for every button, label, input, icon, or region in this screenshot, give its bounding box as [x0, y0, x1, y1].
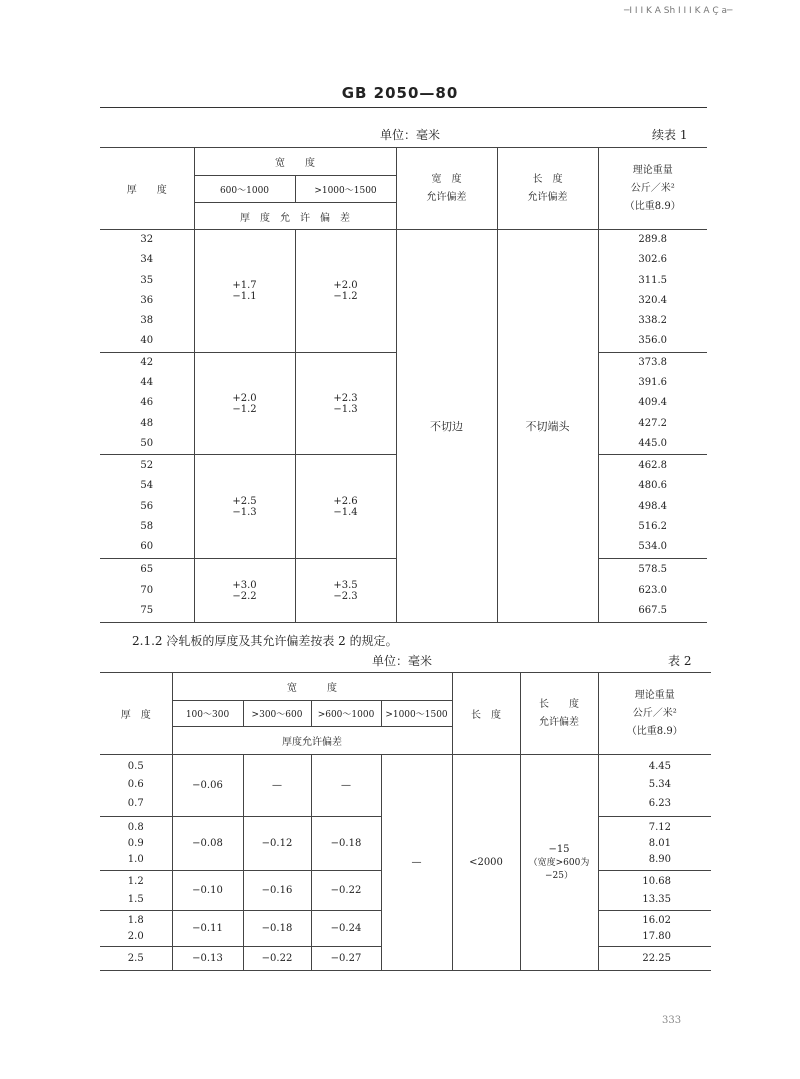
- t1-thickness: 52: [140, 460, 154, 472]
- t2-thickness: 1.0: [127, 853, 144, 865]
- t1-thickness: 44: [140, 377, 154, 389]
- t2-thickness: 0.8: [127, 821, 144, 833]
- t2-head-length-dev: 长 度 允许偏差: [520, 673, 598, 755]
- table1-row-group: [100, 230, 707, 353]
- t1-thickness: 38: [140, 315, 154, 327]
- t1-weight: 289.8: [638, 234, 667, 245]
- t2-thickness: 2.0: [127, 930, 144, 942]
- table1: [100, 147, 707, 623]
- t2-thickness: 0.9: [127, 837, 144, 849]
- t2-length-value: <2000: [452, 755, 520, 971]
- t2-thickness-tolerance: −0.27: [311, 947, 381, 971]
- t2-weight: 7.12: [648, 821, 671, 833]
- t1-thickness-list: [100, 352, 194, 454]
- t2-weight: 16.02: [642, 914, 671, 926]
- t2-head-width-sub4: >1000～1500: [381, 701, 452, 727]
- t1-head-width-sub2: >1000～1500: [295, 176, 396, 203]
- t1-weight: 320.4: [638, 294, 667, 306]
- t1-thickness: 70: [140, 584, 154, 596]
- t2-head-thickness: 厚 度: [100, 673, 172, 755]
- t1-thickness-tolerance: +3.5 −2.3: [295, 559, 396, 623]
- t2-head-width-sub1: 100～300: [172, 701, 243, 727]
- t1-thickness-list: [100, 559, 194, 623]
- t2-thickness-tolerance: —: [311, 755, 381, 817]
- table2-row-group: [100, 755, 711, 817]
- t2-thickness-list: [100, 817, 172, 871]
- t1-weight-list: [598, 230, 707, 353]
- header-rule: [100, 107, 707, 108]
- t2-thickness-tolerance: −0.18: [243, 911, 311, 947]
- t1-thickness-tolerance: +2.3 −1.3: [295, 352, 396, 454]
- t2-weight: 22.25: [642, 952, 671, 964]
- t1-thickness-list: [100, 455, 194, 559]
- t2-head-width-sub2: >300～600: [243, 701, 311, 727]
- t1-weight-list: [598, 559, 707, 623]
- t1-head-width: 宽 度: [194, 148, 396, 176]
- t2-thickness: 1.5: [127, 893, 144, 905]
- t2-thickness-tolerance: −0.18: [311, 817, 381, 871]
- t2-head-width-sub3: >600～1000: [311, 701, 381, 727]
- t2-head-tolerance: 厚度允许偏差: [172, 727, 452, 755]
- t2-weight: 10.68: [642, 875, 671, 887]
- t1-weight: 338.2: [638, 315, 667, 327]
- t2-weight-list: [598, 871, 711, 911]
- t2-thickness: 0.7: [127, 797, 144, 809]
- corner-watermark: ─I I I K A Sh I I I K A Ç a─: [624, 6, 733, 16]
- t1-weight: 409.4: [638, 397, 667, 409]
- t1-thickness-list: [100, 230, 194, 353]
- t2-thickness-list: [100, 911, 172, 947]
- t2-thickness-tolerance: −0.24: [311, 911, 381, 947]
- t1-weight: 498.4: [638, 500, 667, 512]
- t1-head-thickness: 厚 度: [100, 148, 194, 230]
- t2-thickness-list: [100, 871, 172, 911]
- page-number: 333: [662, 1015, 682, 1026]
- t1-thickness: 46: [140, 397, 154, 409]
- t1-weight: 311.5: [638, 274, 667, 286]
- t1-weight: 516.2: [638, 520, 667, 532]
- t2-thickness: 2.5: [127, 952, 144, 964]
- t1-thickness: 65: [140, 564, 154, 576]
- t2-thickness: 0.5: [127, 760, 144, 772]
- t2-thickness-tolerance: −0.10: [172, 871, 243, 911]
- t1-thickness-tolerance: +1.7 −1.1: [194, 230, 295, 353]
- t1-head-width-dev: 宽 度 允许偏差: [396, 148, 497, 230]
- t2-thickness-tolerance: −0.08: [172, 817, 243, 871]
- t1-head-tolerance: 厚 度 允 许 偏 差: [194, 203, 396, 230]
- table1-unit: 单位：毫米: [380, 128, 441, 142]
- t1-weight: 480.6: [638, 480, 667, 492]
- t1-thickness: 48: [140, 417, 154, 429]
- t1-thickness-tolerance: +2.6 −1.4: [295, 455, 396, 559]
- t2-thickness-list: [100, 947, 172, 971]
- t1-weight: 667.5: [638, 604, 667, 616]
- t2-thickness-tolerance: −0.16: [243, 871, 311, 911]
- t2-weight: 8.01: [648, 837, 671, 849]
- t1-weight: 578.5: [638, 564, 667, 576]
- t1-weight: 462.8: [638, 460, 667, 472]
- t2-weight: 17.80: [642, 930, 671, 942]
- t1-thickness: 35: [140, 274, 154, 286]
- t1-weight-list: [598, 455, 707, 559]
- t1-thickness: 36: [140, 294, 154, 306]
- t2-weight: 5.34: [648, 779, 671, 791]
- t1-thickness: 32: [140, 234, 154, 245]
- t2-thickness-list: [100, 755, 172, 817]
- t1-head-weight: 理论重量 公斤／米² （比重8.9）: [598, 148, 707, 230]
- t2-weight: 6.23: [648, 797, 671, 809]
- t1-weight-list: [598, 352, 707, 454]
- t1-weight: 534.0: [638, 541, 667, 553]
- t2-weight-list: [598, 817, 711, 871]
- t2-thickness-tolerance: —: [243, 755, 311, 817]
- t2-col4-value: —: [381, 755, 452, 971]
- t1-length-dev-value: 不切端头: [497, 230, 598, 623]
- table2: [100, 672, 711, 971]
- t2-weight-list: [598, 755, 711, 817]
- t2-thickness-tolerance: −0.06: [172, 755, 243, 817]
- t1-weight: 445.0: [638, 437, 667, 449]
- t1-thickness: 50: [140, 437, 154, 449]
- t1-thickness: 34: [140, 254, 154, 266]
- t1-head-width-sub1: 600～1000: [194, 176, 295, 203]
- t1-thickness: 40: [140, 335, 154, 347]
- t1-weight: 356.0: [638, 335, 667, 347]
- t1-weight: 427.2: [638, 417, 667, 429]
- t2-weight: 13.35: [642, 893, 671, 905]
- t2-head-length: 长 度: [452, 673, 520, 755]
- t1-thickness: 54: [140, 480, 154, 492]
- t1-weight: 373.8: [638, 356, 667, 368]
- table2-unit: 单位：毫米: [372, 654, 433, 668]
- t2-weight: 8.90: [648, 853, 671, 865]
- t2-length-dev-value: −15 （宽度>600为−25）: [520, 755, 598, 971]
- t2-thickness: 1.8: [127, 914, 144, 926]
- t1-thickness-tolerance: +2.0 −1.2: [295, 230, 396, 353]
- paragraph-2-1-2: 2.1.2 冷轧板的厚度及其允许偏差按表 2 的规定。: [132, 634, 398, 648]
- table1-caption: 续表 1: [652, 128, 688, 142]
- t1-thickness: 58: [140, 520, 154, 532]
- t1-thickness: 42: [140, 356, 154, 368]
- t2-thickness: 1.2: [127, 875, 144, 887]
- t2-thickness-tolerance: −0.12: [243, 817, 311, 871]
- t2-weight-list: [598, 911, 711, 947]
- t2-head-width: 宽 度: [172, 673, 452, 701]
- t2-thickness: 0.6: [127, 779, 144, 791]
- t1-weight: 623.0: [638, 584, 667, 596]
- t1-head-length-dev: 长 度 允许偏差: [497, 148, 598, 230]
- t1-weight: 302.6: [638, 254, 667, 266]
- table2-caption: 表 2: [668, 654, 692, 668]
- t1-thickness-tolerance: +2.0 −1.2: [194, 352, 295, 454]
- t1-thickness: 56: [140, 500, 154, 512]
- t2-thickness-tolerance: −0.22: [311, 871, 381, 911]
- t1-width-dev-value: 不切边: [396, 230, 497, 623]
- t1-weight: 391.6: [638, 377, 667, 389]
- t1-thickness-tolerance: +3.0 −2.2: [194, 559, 295, 623]
- t1-thickness-tolerance: +2.5 −1.3: [194, 455, 295, 559]
- t1-thickness: 60: [140, 541, 154, 553]
- t2-weight: 4.45: [648, 760, 671, 772]
- t2-weight-list: [598, 947, 711, 971]
- t2-thickness-tolerance: −0.22: [243, 947, 311, 971]
- t2-thickness-tolerance: −0.13: [172, 947, 243, 971]
- t1-thickness: 75: [140, 604, 154, 616]
- t2-head-weight: 理论重量 公斤／米² （比重8.9）: [598, 673, 711, 755]
- standard-number: GB 2050—80: [341, 84, 459, 102]
- t2-thickness-tolerance: −0.11: [172, 911, 243, 947]
